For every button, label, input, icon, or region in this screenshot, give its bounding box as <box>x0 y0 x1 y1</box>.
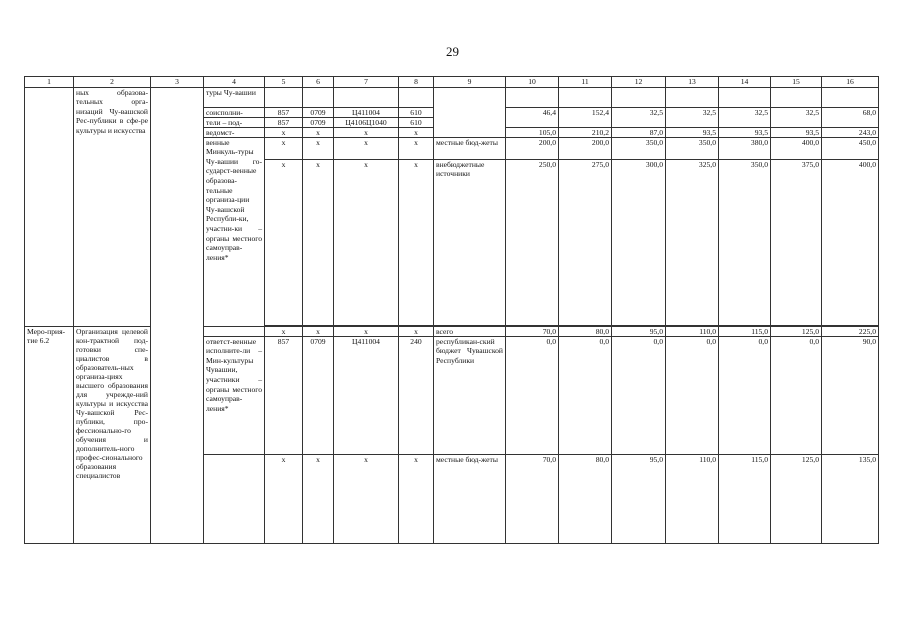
funding-source-cell: местные бюд-жеты <box>434 454 506 543</box>
page-number: 29 <box>446 44 459 59</box>
value-cell: 400,0 <box>771 137 822 159</box>
column-number: 8 <box>399 77 434 88</box>
section-code: 0709 <box>303 117 334 127</box>
expense-type-code: 610 <box>399 107 434 117</box>
value-cell: 68,0 <box>822 107 879 127</box>
target-article-code: х <box>334 159 399 325</box>
section-code: х <box>303 137 334 159</box>
program-table <box>24 76 879 544</box>
section-code: х <box>303 454 334 543</box>
expense-type-code: х <box>399 454 434 543</box>
value-cell: 0,0 <box>559 336 612 454</box>
table-row <box>25 87 879 107</box>
target-article-code: х <box>334 326 399 336</box>
column-number: 3 <box>151 77 204 88</box>
column-number: 16 <box>822 77 879 88</box>
executor-cell: венные Минкуль-туры Чу-вашии го-сударст-венные образова-тельные организа-ции Чу-вашской Республи-ки, участни-ки – органы местного самоуправ-ления* <box>204 137 265 326</box>
column-number: 2 <box>74 77 151 88</box>
activity-number-cell <box>25 87 74 326</box>
value-cell: 95,0 <box>612 326 666 336</box>
target-article-code: Ц4106Ц1040 <box>334 117 399 127</box>
executor-cell: ведомст- <box>204 127 265 137</box>
value-cell: 32,5 <box>666 107 719 127</box>
funding-source-cell: республикан-ский бюджет Чувашской Республики <box>434 336 506 454</box>
ministry-code: х <box>265 326 303 336</box>
column-number: 15 <box>771 77 822 88</box>
activity-number-cell: Меро-прия-тие 6.2 <box>25 326 74 543</box>
value-cell: 225,0 <box>822 326 879 336</box>
value-cell: 243,0 <box>822 127 879 137</box>
value-cell: 93,5 <box>771 127 822 137</box>
value-cell: 32,5 <box>612 107 666 127</box>
ministry-code: х <box>265 454 303 543</box>
section-code: х <box>303 127 334 137</box>
expense-type-code: 240 <box>399 336 434 454</box>
value-cell: 70,0 <box>506 326 559 336</box>
value-cell: 0,0 <box>612 336 666 454</box>
column-number: 10 <box>506 77 559 88</box>
ministry-code: х <box>265 127 303 137</box>
column-number: 6 <box>303 77 334 88</box>
value-cell: 0,0 <box>771 336 822 454</box>
value-cell: 125,0 <box>771 454 822 543</box>
value-cell: 105,0 <box>506 127 559 137</box>
value-cell: 32,5 <box>771 107 822 127</box>
ministry-code: 857 <box>265 117 303 127</box>
value-cell: 125,0 <box>771 326 822 336</box>
value-cell: 95,0 <box>612 454 666 543</box>
column-number: 13 <box>666 77 719 88</box>
value-cell: 450,0 <box>822 137 879 159</box>
ministry-code: 857 <box>265 107 303 117</box>
value-cell: 400,0 <box>822 159 879 325</box>
value-cell: 70,0 <box>506 454 559 543</box>
funding-source-cell: местные бюд-жеты <box>434 137 506 159</box>
value-cell: 275,0 <box>559 159 612 325</box>
expense-type-code: х <box>399 127 434 137</box>
value-cell: 135,0 <box>822 454 879 543</box>
section-code: х <box>303 326 334 336</box>
column-number: 7 <box>334 77 399 88</box>
value-cell: 325,0 <box>666 159 719 325</box>
executor-cell: тели – под- <box>204 117 265 127</box>
column-number: 5 <box>265 77 303 88</box>
empty-cell <box>151 87 204 543</box>
value-cell: 0,0 <box>719 336 771 454</box>
column-number: 11 <box>559 77 612 88</box>
value-cell: 110,0 <box>666 326 719 336</box>
value-cell: 115,0 <box>719 326 771 336</box>
funding-source-cell: внебюджетные источники <box>434 159 506 325</box>
value-cell: 200,0 <box>506 137 559 159</box>
value-cell: 300,0 <box>612 159 666 325</box>
target-article-code: х <box>334 454 399 543</box>
value-cell: 375,0 <box>771 159 822 325</box>
target-article-code: х <box>334 137 399 159</box>
ministry-code: х <box>265 159 303 325</box>
column-number: 9 <box>434 77 506 88</box>
value-cell: 32,5 <box>719 107 771 127</box>
value-cell: 250,0 <box>506 159 559 325</box>
value-cell: 350,0 <box>612 137 666 159</box>
column-number: 12 <box>612 77 666 88</box>
value-cell: 93,5 <box>719 127 771 137</box>
executor-cell: туры Чу-вашии <box>204 87 265 107</box>
section-code: 0709 <box>303 107 334 117</box>
expense-type-code: 610 <box>399 117 434 127</box>
value-cell: 115,0 <box>719 454 771 543</box>
column-number-row <box>25 77 879 88</box>
target-article-code: Ц411004 <box>334 107 399 117</box>
value-cell: 80,0 <box>559 326 612 336</box>
executor-cell: соисполни- <box>204 107 265 117</box>
ministry-code: х <box>265 137 303 159</box>
value-cell: 110,0 <box>666 454 719 543</box>
activity-name-cell: ных образова-тельных орга-низаций Чу-вашской Рес-публики в сфе-ре культуры и искусства <box>74 87 151 326</box>
target-article-code: Ц411004 <box>334 336 399 454</box>
value-cell: 210,2 <box>559 127 612 137</box>
value-cell: 87,0 <box>612 127 666 137</box>
value-cell: 200,0 <box>559 137 612 159</box>
column-number: 4 <box>204 77 265 88</box>
column-number: 1 <box>25 77 74 88</box>
value-cell: 380,0 <box>719 137 771 159</box>
value-cell: 93,5 <box>666 127 719 137</box>
expense-type-code: х <box>399 326 434 336</box>
value-cell: 350,0 <box>719 159 771 325</box>
value-cell: 0,0 <box>506 336 559 454</box>
expense-type-code: х <box>399 137 434 159</box>
value-cell: 46,4 <box>506 107 559 127</box>
executor-cell: ответст-венные исполните-ли – Мин-культуры Чувашии, участники – органы местного самоуправ-ления* <box>204 336 265 454</box>
section-code: 0709 <box>303 336 334 454</box>
funding-source-cell: всего <box>434 326 506 336</box>
target-article-code: х <box>334 127 399 137</box>
value-cell: 152,4 <box>559 107 612 127</box>
value-cell: 350,0 <box>666 137 719 159</box>
activity-name-cell: Организация целевой кон-трактной под-готовки спе-циалистов в образователь-ных организа-циях высшего образования для учрежде-ний культуры и искусства Чу-вашской Рес-публики, про-фессионально-го обучения и дополнитель-ного профес-сионального образования специалистов <box>74 326 151 543</box>
section-code: х <box>303 159 334 325</box>
value-cell: 80,0 <box>559 454 612 543</box>
column-number: 14 <box>719 77 771 88</box>
value-cell: 0,0 <box>666 336 719 454</box>
value-cell: 90,0 <box>822 336 879 454</box>
expense-type-code: х <box>399 159 434 325</box>
ministry-code: 857 <box>265 336 303 454</box>
